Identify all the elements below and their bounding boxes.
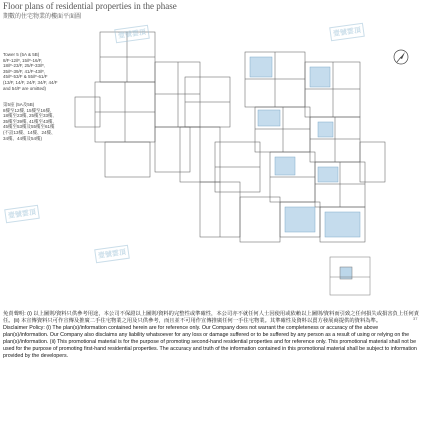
tower-line: 35樓至39樓, 41樓至43樓, (3, 118, 54, 124)
watermark: 壹號雲頂 (329, 23, 365, 42)
tower-line: (不設13樓、14樓、24樓、 (3, 129, 56, 135)
page-number: 37 (413, 316, 418, 321)
disclaimer-zh: 免責聲明: (i) 以上圖則/資料只供參考用途，本公司不保證以上圖則/資料的完整性或準確性，本公司亦不就任何人士因使用或依賴以上圖則/資料而引致之任何損失或損害負上任何責任。(ii) 本宣傳資料只可作宣傳及推廣二手住宅物業之用及只供參考，而且並不可用作宣傳推廣任何一手住宅物業。其準確性及資料以賣方發展商提供的資料為準。 (3, 311, 420, 324)
tower-line: 45/F-53/F & 55/F-61/F (3, 74, 48, 80)
tower-line: 18/F-23/F, 25/F-33/F, (3, 63, 45, 69)
tower-line: 45樓至53樓及55樓至61樓 (3, 124, 55, 130)
disclaimer (3, 311, 423, 360)
page-title-zh: 期數的住宅物業的樓面平面圖 (3, 14, 82, 20)
tower-line: and 54/F are omitted) (3, 85, 47, 91)
header (0, 0, 427, 22)
tower-info-en (3, 52, 65, 91)
tower-line: 第5座 (5A及5B) (3, 102, 35, 107)
watermark: 壹號雲頂 (94, 245, 130, 264)
tower-line: 8/F-12/F, 15/F-16/F, (3, 57, 43, 63)
north-arrow-icon (392, 48, 410, 66)
watermark: 壹號雲頂 (4, 205, 40, 224)
tower-line: Tower 5 (5A & 5B) (3, 52, 40, 57)
tower-line: 8樓至12樓, 15樓至16樓, (3, 107, 52, 113)
watermark: 壹號雲頂 (114, 25, 150, 44)
tower-line: 35/F-39/F, 41/F-43/F, (3, 68, 45, 74)
tower-line: (13/F, 14/F, 24/F, 34/F, 44/F (3, 79, 58, 85)
tower-line: 34樓、44樓及54樓) (3, 135, 43, 141)
tower-info-zh (3, 102, 65, 141)
tower-line: 18樓至23樓, 25樓至33樓, (3, 113, 54, 119)
disclaimer-en: Disclaimer Policy: (i) The plan(s)/information contained herein are for reference only. Our Company does not warrant the completeness or accuracy of the above plan(s)/information. Our Company also disclaims any liability whatsoever for any loss or damage suffered or to be suffered by any person as a result of using or relying on the plan(s)/information. (ii) This promotional material is for the purpose of promoting second-hand residential properties and for reference only. This promotional material shall not be used for the purpose of promoting first-hand residential properties. The accuracy and truth of the information contained in this promotional material shall be subject to information provided by the developers. (3, 325, 417, 359)
page-title-en: Floor plans of residential properties in the phase (3, 1, 177, 11)
